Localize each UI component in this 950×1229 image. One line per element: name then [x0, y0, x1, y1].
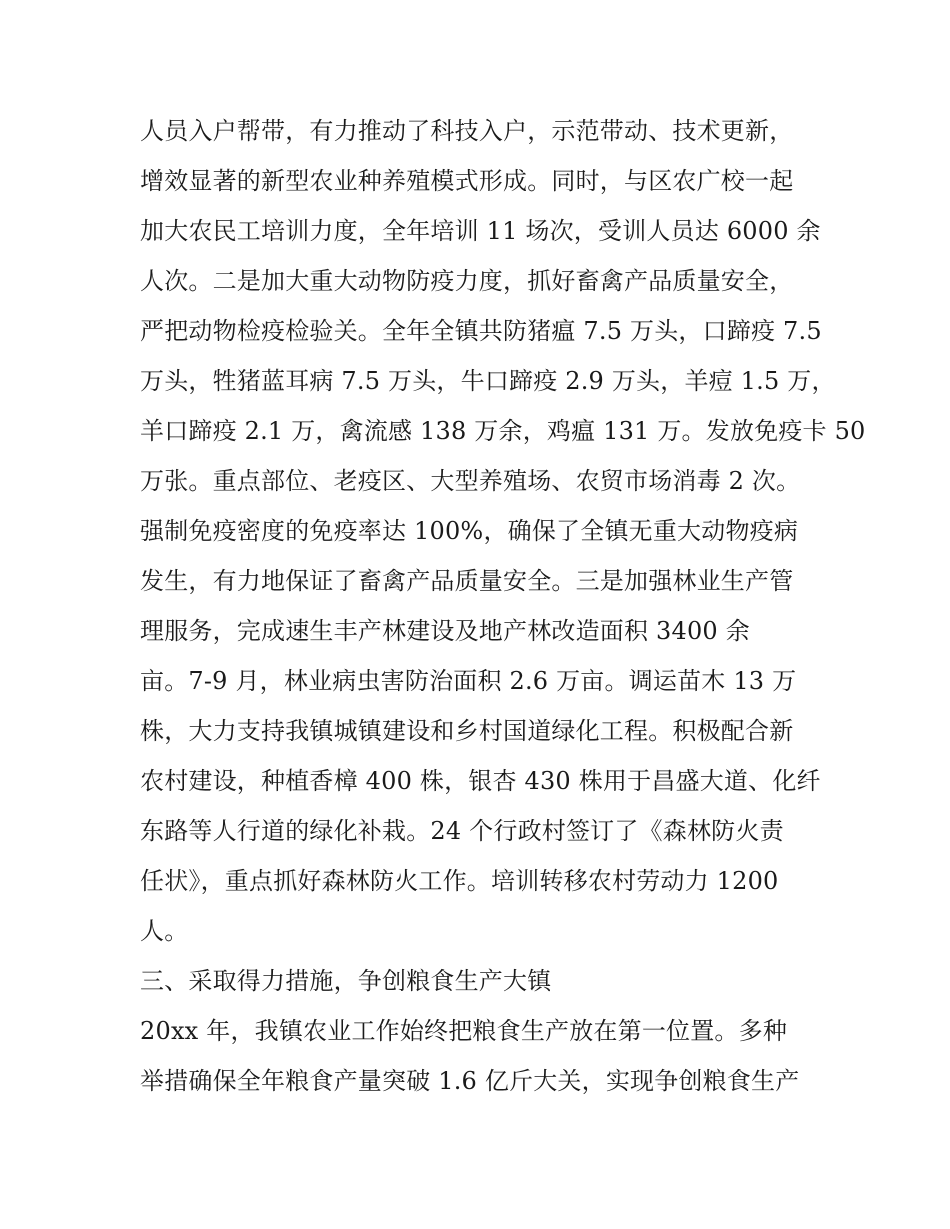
- paragraph-line: 万头，牲猪蓝耳病 7.5 万头，牛口蹄疫 2.9 万头，羊痘 1.5 万，: [140, 367, 836, 395]
- paragraph-line: 20xx 年，我镇农业工作始终把粮食生产放在第一位置。多种: [140, 1017, 788, 1045]
- paragraph-line: 理服务，完成速生丰产林建设及地产林改造面积 3400 余: [140, 617, 750, 645]
- paragraph-line: 发生，有力地保证了畜禽产品质量安全。三是加强林业生产管: [140, 567, 794, 595]
- paragraph-line: 强制免疫密度的免疫率达 100%，确保了全镇无重大动物疫病: [140, 517, 799, 545]
- paragraph-line: 羊口蹄疫 2.1 万，禽流感 138 万余，鸡瘟 131 万。发放免疫卡 50: [140, 417, 866, 445]
- paragraph-line: 严把动物检疫检验关。全年全镇共防猪瘟 7.5 万头，口蹄疫 7.5: [140, 317, 822, 345]
- paragraph-line: 举措确保全年粮食产量突破 1.6 亿斤大关，实现争创粮食生产: [140, 1067, 800, 1095]
- paragraph-line: 万张。重点部位、老疫区、大型养殖场、农贸市场消毒 2 次。: [140, 467, 801, 495]
- paragraph-line: 亩。7-9 月，林业病虫害防治面积 2.6 万亩。调运苗木 13 万: [140, 667, 797, 695]
- paragraph-line: 任状》，重点抓好森林防火工作。培训转移农村劳动力 1200: [140, 867, 779, 895]
- paragraph-line: 人员入户帮带，有力推动了科技入户，示范带动、技术更新，: [140, 117, 794, 145]
- section-heading: 三、采取得力措施，争创粮食生产大镇: [140, 967, 552, 995]
- paragraph-line: 增效显著的新型农业种养殖模式形成。同时，与区农广校一起: [140, 167, 794, 195]
- paragraph-line: 东路等人行道的绿化补栽。24 个行政村签订了《森林防火责: [140, 817, 784, 845]
- paragraph-line: 人。: [140, 917, 189, 945]
- paragraph-line: 株，大力支持我镇城镇建设和乡村国道绿化工程。积极配合新: [140, 717, 794, 745]
- paragraph-line: 加大农民工培训力度，全年培训 11 场次，受训人员达 6000 余: [140, 217, 821, 245]
- paragraph-line: 人次。二是加大重大动物防疫力度，抓好畜禽产品质量安全，: [140, 267, 794, 295]
- paragraph-line: 农村建设，种植香樟 400 株，银杏 430 株用于昌盛大道、化纤: [140, 767, 821, 795]
